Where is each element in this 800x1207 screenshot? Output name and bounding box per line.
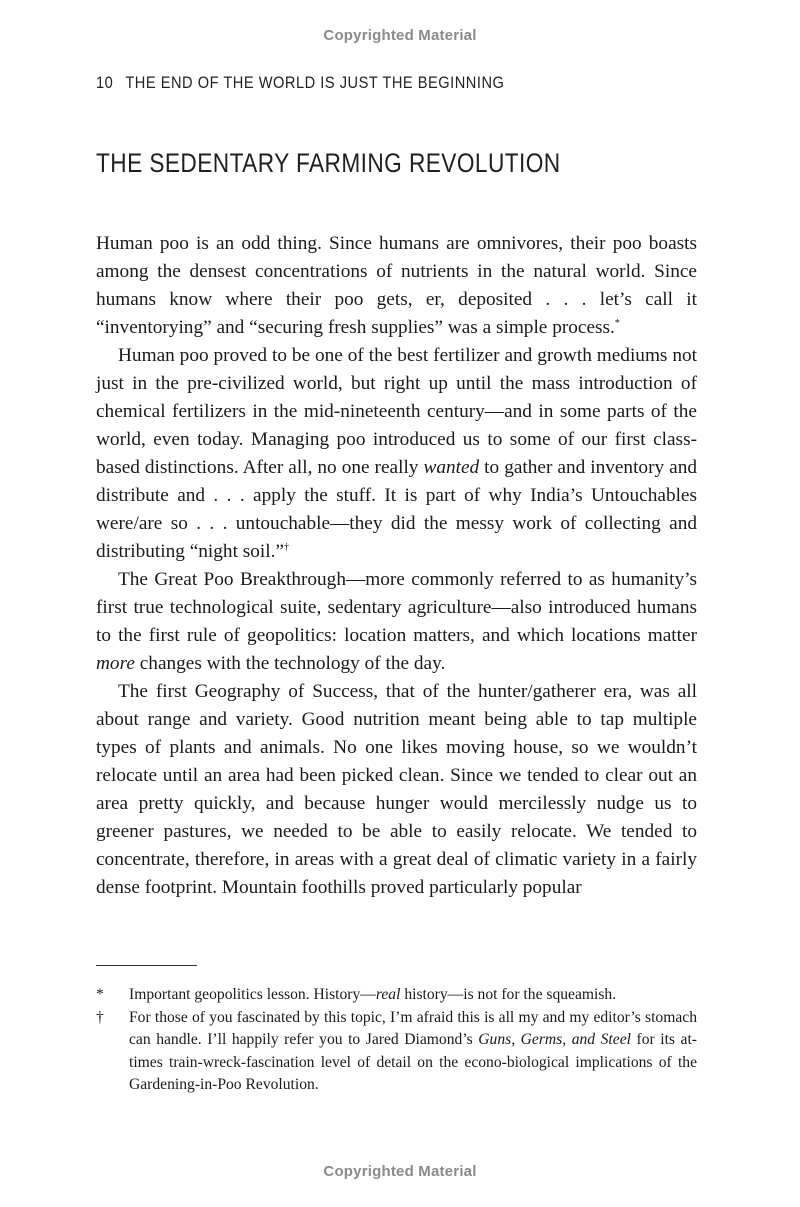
footnote-2-text	[129, 1007, 697, 1097]
section-title: THE SEDENTARY FARMING REVOLUTION	[96, 148, 561, 178]
footnote-ref-1: *	[614, 318, 620, 329]
paragraph-3-text-b: changes with the technology of the day.	[134, 653, 446, 674]
paragraph-3-text-a: The Great Poo Breakthrough—more commonly referred to as humanity’s first true technological suite, sedentary agriculture—also introduced humans to the first rule of geopolitics: location matters, and which locations matter	[96, 569, 697, 646]
paragraph-2-emphasis: wanted	[423, 457, 480, 478]
page-number: 10	[96, 73, 114, 92]
paragraph-3-emphasis: more	[96, 653, 135, 674]
paragraph-4	[96, 678, 697, 902]
copyright-watermark-bottom: Copyrighted Material	[323, 1163, 477, 1180]
paragraph-1-text: Human poo is an odd thing. Since humans are omnivores, their poo boasts among the densest concentrations of nutrients in the natural world. Since humans know where their poo gets, er, deposited . . . let’s call it “inventorying” and “securing fresh supplies” was a simple process.	[96, 233, 697, 338]
footnote-1-text-b: history—is not for the squeamish.	[400, 986, 617, 1003]
paragraph-1	[96, 230, 697, 342]
footnote-2	[96, 1007, 697, 1097]
copyright-watermark-top: Copyrighted Material	[323, 27, 477, 44]
body-text	[96, 230, 697, 902]
footnote-1-mark: *	[96, 986, 104, 1003]
running-head	[96, 73, 629, 93]
footnote-2-mark: †	[96, 1008, 104, 1026]
footnote-1-text-a: Important geopolitics lesson. History—	[129, 986, 376, 1003]
footnote-1-emphasis: real	[375, 986, 401, 1003]
paragraph-2-text-b: to gather and inventory and distribute and . . . apply the stuff. It is part of why India’s Untouchables were/are so . . . untouchable—they did the messy work of collecting and distributing “night soil.”	[96, 457, 697, 562]
footnote-1	[96, 984, 697, 1007]
footnote-1-text	[129, 984, 697, 1007]
footnote-divider	[96, 965, 197, 966]
paragraph-3	[96, 566, 697, 678]
footnote-2-emphasis: Guns, Germs, and Steel	[478, 1031, 631, 1048]
footnote-2-text-b: for its at-times train-wreck-fascination level of detail on the econo-biological implications of the Gardening-in-Poo Revolution.	[129, 1031, 697, 1093]
paragraph-4-text: The first Geography of Success, that of the hunter/gatherer era, was all about range and variety. Good nutrition meant being able to tap multiple types of plants and animals. No one likes moving house, so we wouldn’t relocate until an area had been picked clean. Since we tended to clear out an area pretty quickly, and because hunger would mercilessly nudge us to greener pastures, we needed to be able to easily relocate. We tended to concentrate, therefore, in areas with a great deal of climatic variety in a fairly dense footprint. Mountain foothills proved particularly popular	[96, 681, 697, 898]
paragraph-2-text-a: Human poo proved to be one of the best fertilizer and growth mediums not just in the pre-civilized world, but right up until the mass introduction of chemical fertilizers in the mid-nineteenth century—and in some parts of the world, even today. Managing poo introduced us to some of our first class-based distinctions. After all, no one really	[96, 345, 697, 478]
paragraph-2	[96, 342, 697, 566]
footnotes	[96, 984, 697, 1097]
footnote-ref-2: †	[283, 542, 289, 553]
book-title: THE END OF THE WORLD IS JUST THE BEGINNING	[125, 73, 505, 92]
footnote-2-text-a: For those of you fascinated by this topic, I’m afraid this is all my and my editor’s stomach can handle. I’ll happily refer you to Jared Diamond’s	[129, 1008, 697, 1048]
